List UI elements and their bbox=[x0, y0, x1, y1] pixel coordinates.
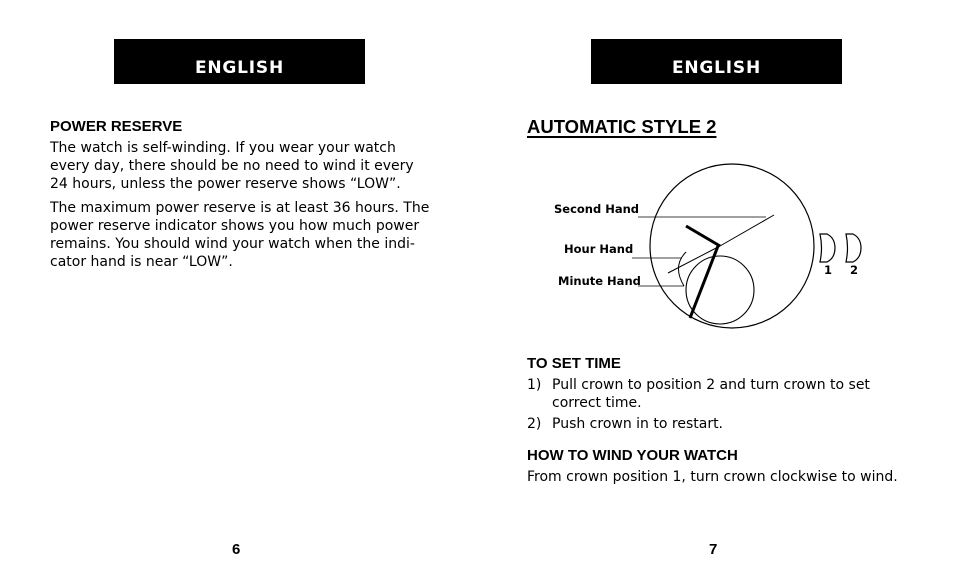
automatic-style-heading: AUTOMATIC STYLE 2 bbox=[527, 116, 717, 137]
step-text: Pull crown to position 2 and turn crown to set correct time. bbox=[552, 377, 870, 411]
wind-section bbox=[527, 447, 907, 486]
watch-diagram bbox=[548, 160, 878, 338]
crown-1-shape bbox=[820, 234, 835, 262]
left-page-header bbox=[114, 39, 365, 84]
hour-hand bbox=[686, 226, 720, 246]
minute-hand-label: Minute Hand bbox=[558, 274, 641, 288]
second-hand-label: Second Hand bbox=[554, 202, 640, 216]
step-number: 1) bbox=[527, 377, 542, 393]
set-time-section bbox=[527, 355, 907, 433]
right-page-header bbox=[591, 39, 842, 84]
right-page-title-area bbox=[527, 116, 907, 138]
power-reserve-heading: POWER RESERVE bbox=[50, 118, 183, 135]
watch-face-outline bbox=[650, 164, 814, 328]
set-time-heading: TO SET TIME bbox=[527, 355, 621, 372]
step-text: Push crown in to restart. bbox=[552, 416, 724, 432]
minute-hand bbox=[690, 246, 718, 318]
set-time-step bbox=[527, 376, 907, 412]
subdial-outline bbox=[686, 256, 754, 324]
left-header-label: ENGLISH bbox=[194, 58, 285, 78]
crown-position-1-label: 1 bbox=[824, 263, 833, 277]
crown-2-shape bbox=[846, 234, 861, 262]
hand-curve bbox=[678, 252, 686, 286]
left-page-content bbox=[50, 118, 435, 271]
second-hand bbox=[720, 215, 774, 246]
wind-text: From crown position 1, turn crown clockwise to wind. bbox=[527, 469, 898, 485]
right-header-label: ENGLISH bbox=[671, 58, 762, 78]
crown-position-2-label: 2 bbox=[850, 263, 859, 277]
power-reserve-paragraph-2: The maximum power reserve is at least 36 hours. The power reserve indicator shows you how much power remains. You should wind your watch when the indi-cator hand is near “LOW”. bbox=[50, 200, 430, 270]
wind-heading: HOW TO WIND YOUR WATCH bbox=[527, 447, 738, 464]
right-page-number: 7 bbox=[709, 541, 718, 558]
set-time-step bbox=[527, 415, 907, 433]
left-page-number: 6 bbox=[232, 541, 241, 558]
step-number: 2) bbox=[527, 416, 542, 432]
power-reserve-paragraph-1: The watch is self-winding. If you wear your watch every day, there should be no need to wind it every 24 hours, unless the power reserve shows “LOW”. bbox=[50, 140, 414, 192]
hour-hand-label: Hour Hand bbox=[564, 242, 634, 256]
